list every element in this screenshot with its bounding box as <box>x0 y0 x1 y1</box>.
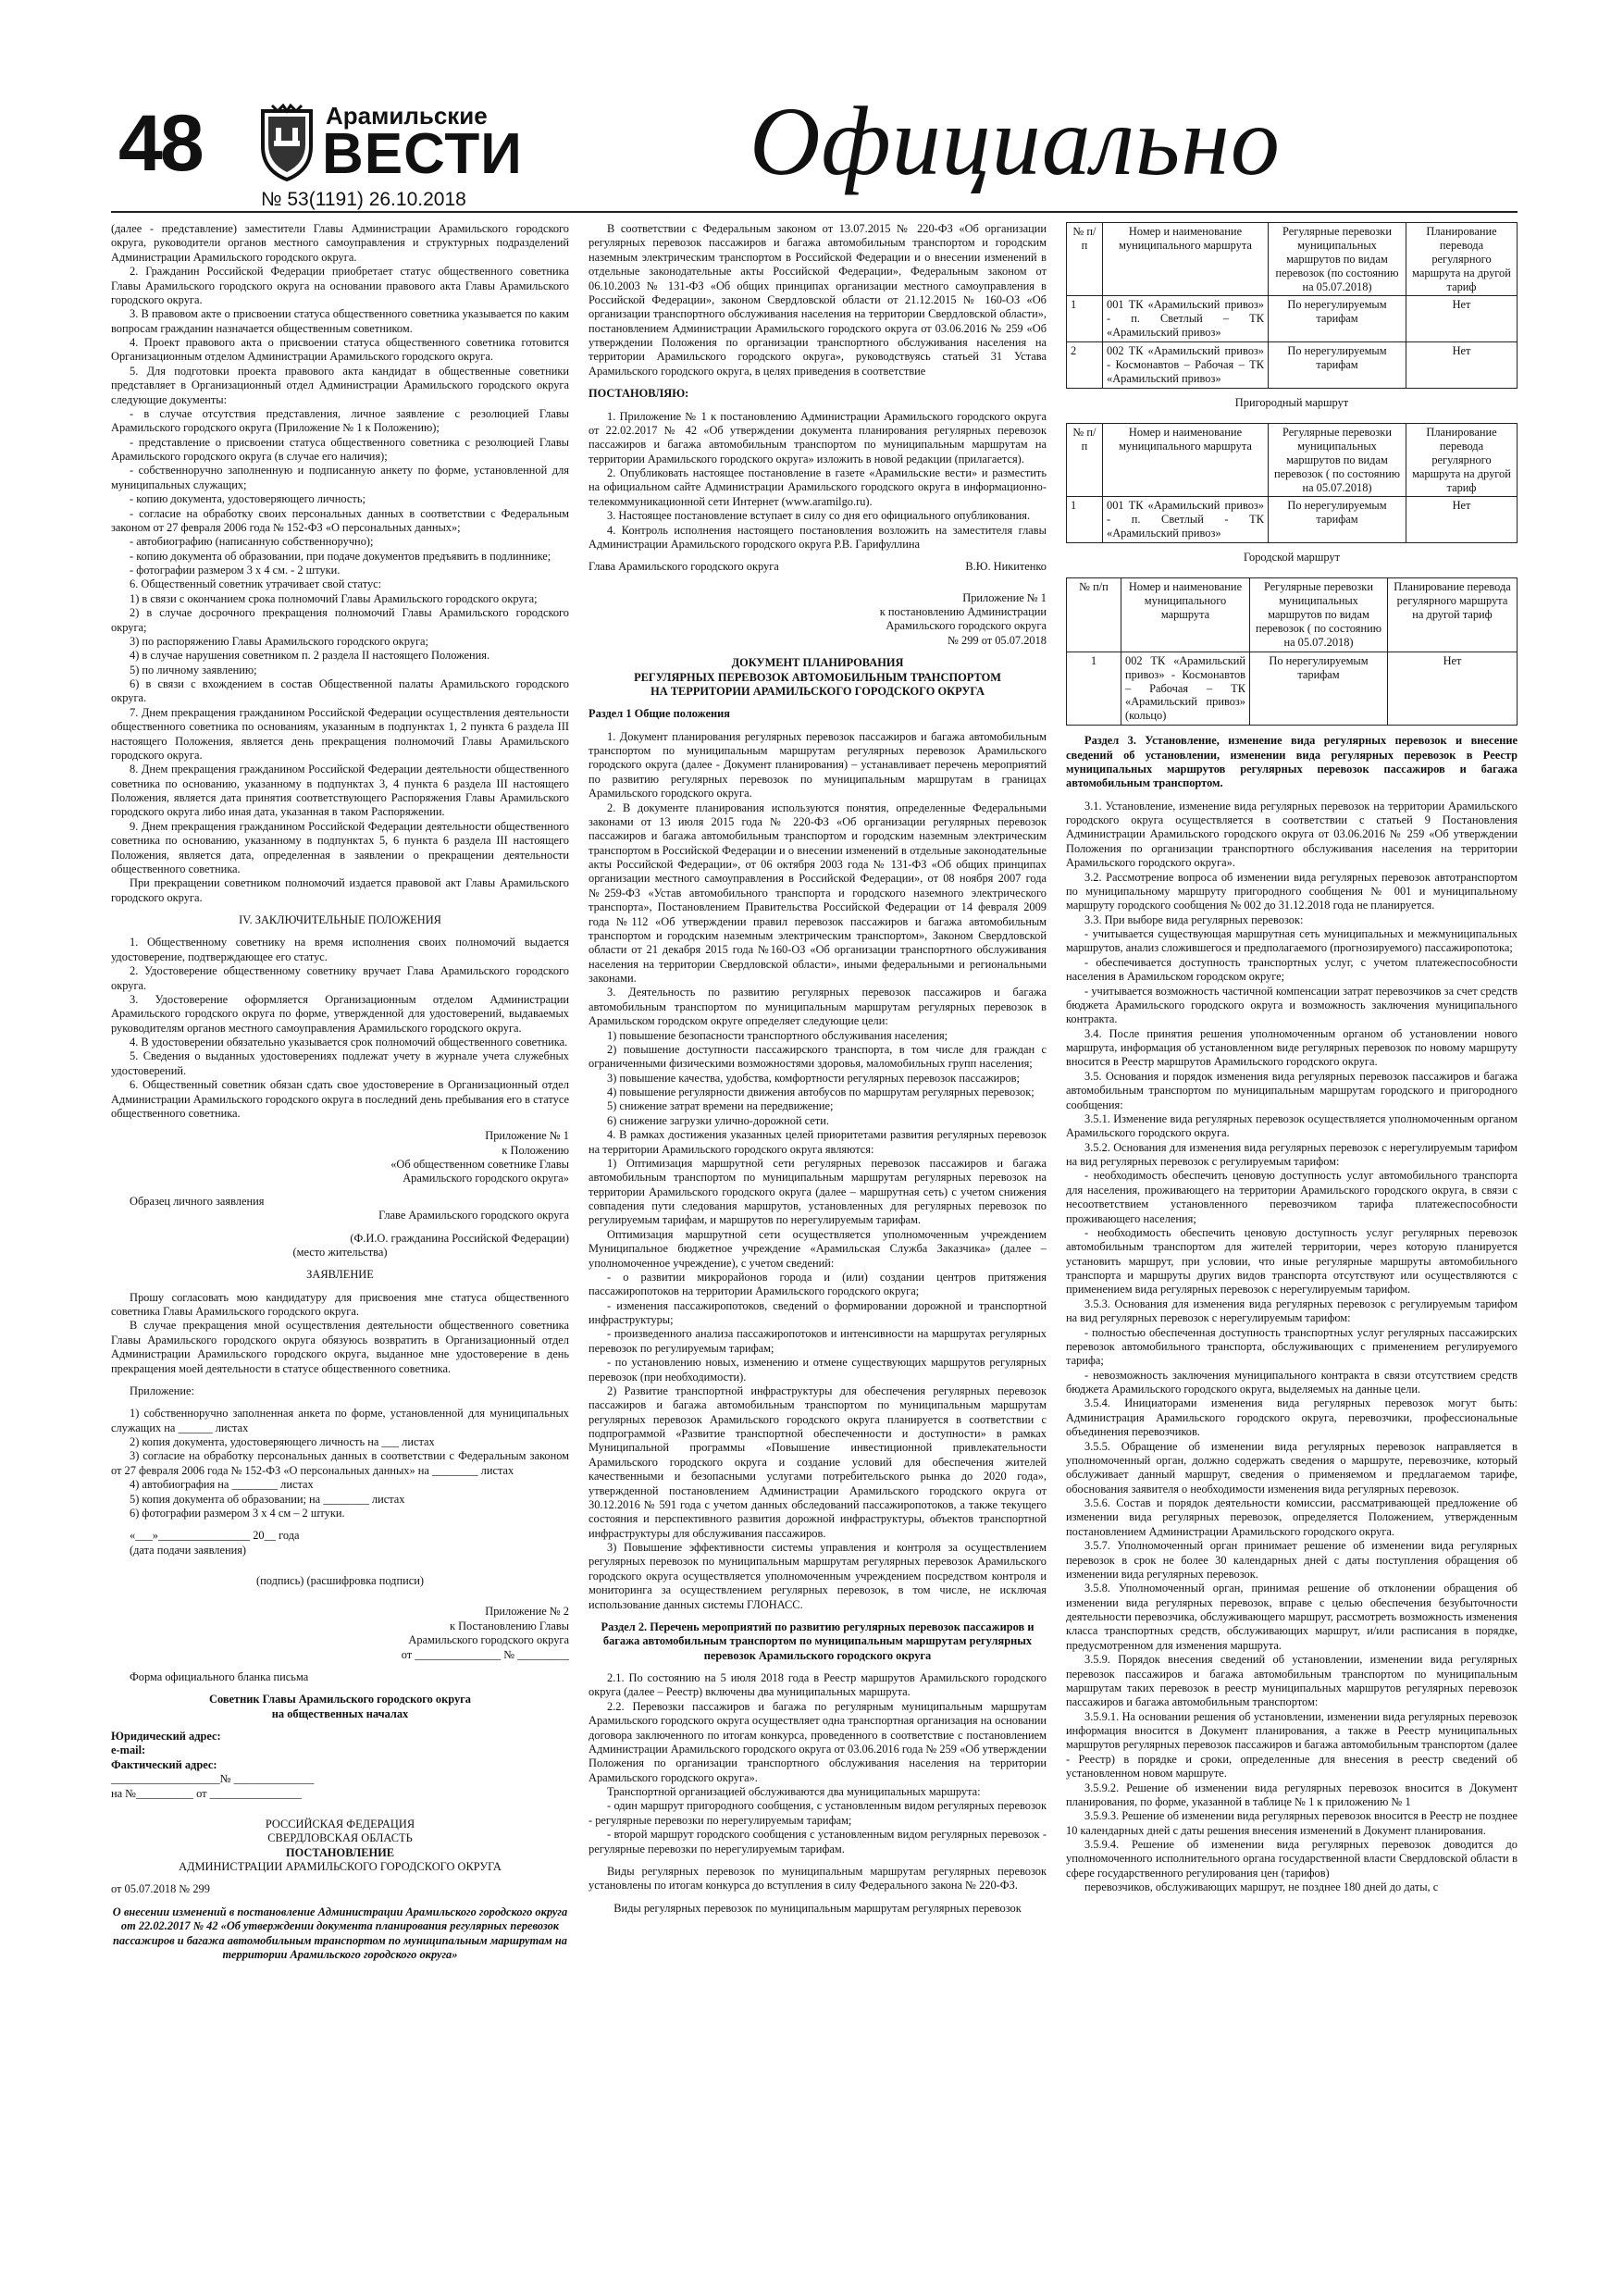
list-item: 6) фотографии размером 3 х 4 см – 2 штуки. <box>130 1506 345 1520</box>
paragraph: - второй маршрут городского сообщения с установленным видом регулярных перевозок - регулярные перевозки по нерегулируемым тарифам. <box>588 1828 1047 1855</box>
table-row <box>1067 296 1518 342</box>
paragraph: 8. Днем прекращения гражданином Российской Федерации деятельности общественного советника по основанию, указанному в подпунктах 3, 4 пункта 6 раздела III настоящего Положения, является дата принятия соответствующего Распоряжения Главы Арамильского городского округа либо иная дата, указанная в таком Распоряжении. <box>111 763 569 819</box>
paragraph: - копию документа об образовании, при подаче документов предъявить в подлиннике; <box>130 549 551 563</box>
paragraph: - по установлению новых, изменению и отмене существующих маршрутов регулярных перевозок (при необходимости). <box>588 1356 1047 1384</box>
paragraph: 4) в случае нарушения советником п. 2 раздела II настоящего Положения. <box>130 649 490 663</box>
table-row <box>1067 342 1518 389</box>
paragraph: 3.4. После принятия решения уполномоченным органом об установлении нового маршрута, информация об установленном виде регулярных перевозок по новому маршруту вносится в Реестр маршрутов Арамильского городского округа. <box>1066 1026 1518 1069</box>
column-header: № п/п <box>1067 424 1103 497</box>
table-cell: По нерегулируемым тарифам <box>1269 497 1406 543</box>
table-cell: 002 ТК «Арамильский привоз» - Космонавтов – Рабочая – ТК «Арамильский привоз» <box>1103 342 1269 389</box>
column-1 <box>111 222 569 1962</box>
table-cell: Нет <box>1406 296 1518 342</box>
issue-number: № 53(1191) 26.10.2018 <box>261 189 466 210</box>
paragraph: - один маршрут пригородного сообщения, с установленным видом регулярных перевозок - регулярные перевозки по нерегулируемым тарифам; <box>588 1799 1047 1827</box>
form-caption: (подпись) (расшифровка подписи) <box>255 1574 425 1587</box>
paragraph: 4. В удостоверении обязательно указывается срок полномочий общественного советника. <box>130 1036 568 1049</box>
table-cell: 1 <box>1067 497 1103 543</box>
paragraph: - обеспечивается доступность транспортных услуг, с учетом платежеспособности населения в Арамильском городском округе; <box>1066 955 1518 984</box>
signature-line <box>588 560 1047 574</box>
paragraph: 3.3. При выборе вида регулярных перевозок: <box>1084 912 1304 926</box>
paragraph: 3. Удостоверение оформляется Организационным отделом Администрации Арамильского городского округа по форме, утвержденной для удостоверений, выдаваемых руководителям органов местного самоуправления Арамильского городского округа. <box>111 992 569 1035</box>
paragraph: 3. Деятельность по развитию регулярных перевозок пассажиров и багажа автомобильным транспортом по муниципальным маршрутам регулярных перевозок в Арамильском городском округе определяет следующие цели: <box>588 986 1047 1028</box>
paragraph: - представление о присвоении статуса общественного советника с резолюцией Главы Арамильского городского округа (в случае его наличия); <box>111 435 569 463</box>
appendix-label: к Положению <box>502 1143 569 1157</box>
table-cell: По нерегулируемым тарифам <box>1250 652 1388 725</box>
decree-title: О внесении изменений в постановление Администрации Арамильского городского округа от 22.02.2017 № 42 «Об утверждении документа планирования регулярных перевозок пассажиров и багажа автомобильным транспортом по муниципальным маршрутам на территории Арамильского городского округа» <box>112 1905 568 1961</box>
appendix-label: Арамильского городского округа» <box>403 1172 569 1185</box>
paragraph: 3. Настоящее постановление вступает в силу со дня его официального опубликования. <box>607 509 1031 523</box>
header-rule <box>111 211 1518 213</box>
table-cell: Нет <box>1388 652 1518 725</box>
form-caption: Форма официального бланка письма <box>130 1669 309 1683</box>
paragraph: 3.5.5. Обращение об изменении вида регулярных перевозок направляется в уполномоченный орган, должно содержать сведения о маршруте, перевозчике, который обслуживает данный маршрут, сведения о применяемом и предлагаемом тарифе, обоснования заявителя о необходимости изменения вида регулярных перевозок. <box>1066 1439 1518 1496</box>
routes-table <box>1066 222 1518 389</box>
paragraph: - учитывается существующая маршрутная сеть муниципальных и межмуниципальных маршрутов, анализ сложившегося и предполагаемого (прогнозируемого) пассажиропотока; <box>1066 927 1518 955</box>
paragraph: 7. Днем прекращения гражданином Российской Федерации осуществления деятельности общественного советника по основаниям, указанным в подпунктах 1, 2 пункта 6 раздела III настоящего Положения, является день прекращения полномочий Главы Арамильского городского округа. <box>111 705 569 762</box>
paragraph: 3.5.4. Инициаторами изменения вида регулярных перевозок могут быть: Администрация Арамильского городского округа, перевозчики, профессиональные объединения перевозчиков. <box>1066 1396 1518 1439</box>
paragraph: 5) снижение затрат времени на передвижение; <box>607 1099 834 1113</box>
paragraph: В случае прекращения мной осуществления деятельности общественного советника Главы Арамильского городского округа обязуюсь возвратить в Организационный отдел Администрации Арамильского городского округа, выданное мне удостоверение в день прекращения моей деятельности в статусе общественного советника. <box>111 1319 569 1375</box>
statement-title: ЗАЯВЛЕНИЕ <box>306 1268 374 1282</box>
table-cell: 001 ТК «Арамильский привоз» - п. Светлый – ТК «Арамильский привоз» <box>1103 296 1269 342</box>
paragraph: 3) по распоряжению Главы Арамильского городского округа; <box>130 634 428 648</box>
paragraph: 6) снижение загрузки улично-дорожной сети. <box>607 1113 829 1127</box>
paragraph: 3.5. Основания и порядок изменения вида регулярных перевозок пассажиров и багажа автомобильным транспортом по муниципальным маршрутам городского и пригородного сообщения: <box>1066 1069 1518 1111</box>
paragraph: Прошу согласовать мою кандидатуру для присвоения мне статуса общественного советника Главы Арамильского городского округа. <box>111 1290 569 1318</box>
paragraph: - собственноручно заполненную и подписанную анкету по форме, установленной для муниципальных служащих; <box>111 464 569 491</box>
column-header: № п/п <box>1067 223 1103 296</box>
letterhead-title: на общественных началах <box>271 1706 409 1720</box>
paragraph: 1. Общественному советнику на время исполнения своих полномочий выдается удостоверение, подтверждающее его статус. <box>111 936 569 963</box>
appendix-label: Арамильского городского округа <box>886 619 1047 633</box>
paragraph: 2. Удостоверение общественному советнику вручает Глава Арамильского городского округа. <box>111 964 569 992</box>
paragraph: 3.5.9.2. Решение об изменении вида регулярных перевозок вносится в Документ планирования, по форме, указанной в таблице № 1 к приложению № 1 <box>1066 1781 1518 1808</box>
paragraph: 1. Приложение № 1 к постановлению Администрации Арамильского городского округа от 22.02.2017 № 42 «Об утверждении документа планирования регулярных перевозок пассажиров и багажа автомобильным транспортом по муниципальным маршрутам на территории Арамильского городского округа» изложить в новой редакции (прилагается). <box>588 409 1047 465</box>
paragraph: 2.1. По состоянию на 5 июля 2018 года в Реестр маршрутов Арамильского городского округа (далее – Реестр) включены два муниципальных маршрута. <box>588 1671 1047 1699</box>
paper-name-small: Арамильские <box>326 102 488 130</box>
paragraph: 3.5.7. Уполномоченный орган принимает решение об изменении вида регулярных перевозок в срок не более 30 календарных дней с даты поступления обращения об изменении вида регулярных перевозок. <box>1066 1539 1518 1581</box>
paragraph: - фотографии размером 3 х 4 см. - 2 штуки. <box>130 564 341 577</box>
paragraph: 4. Контроль исполнения настоящего постановления возложить на заместителя главы Администрации Арамильского городского округа Р.В. Гарифуллина <box>588 523 1047 551</box>
appendix-label: Арамильского городского округа <box>408 1633 569 1647</box>
resolve-heading: ПОСТАНОВЛЯЮ: <box>588 387 689 401</box>
appendix-label: Приложение № 2 <box>485 1605 569 1619</box>
paragraph: 3.5.9.4. Решение об изменении вида регулярных перевозок доводится до уполномоченного исполнительного органа государственной власти Свердловской области в сфере государственного регулирования цен (тарифов) <box>1066 1838 1518 1880</box>
paragraph: 1) Оптимизация маршрутной сети регулярных перевозок пассажиров и багажа автомобильным транспортом по муниципальным маршрутам регулярных перевозок на территории Арамильского городского округа (далее – маршрутная сеть) с учетом снижения совпадения пути следования маршрутов, установленных для регулярных перевозок по регулируемым тарифам, и маршрутов по нерегулируемым тарифам. <box>588 1156 1047 1227</box>
column-header: Номер и наименование муниципального маршрута <box>1121 578 1250 652</box>
section-heading: Раздел 2. Перечень мероприятий по развитию регулярных перевозок пассажиров и багажа автомобильным транспортом по муниципальным маршрутам регулярных перевозок Арамильского городского округа <box>601 1620 1035 1662</box>
column-header: Планирование перевода регулярного маршрута на другой тариф <box>1406 424 1518 497</box>
paragraph: 3.1. Установление, изменение вида регулярных перевозок на территории Арамильского городского округа осуществляется в соответствии с статьей 9 Постановления Администрации Арамильского городского округа от 03.06.2016 № 259 «Об утверждении Положения по организации транспортного обслуживания населения на территории Арамильского городского округа». <box>1066 799 1518 870</box>
list-item: 5) копия документа об образовании; на ________ листах <box>130 1492 405 1506</box>
paragraph: - изменения пассажиропотоков, сведений о формировании дорожной и транспортной инфраструктуры; <box>588 1298 1047 1326</box>
paragraph: 4) повышение регулярности движения автобусов по маршрутам регулярных перевозок; <box>607 1086 1035 1098</box>
letter-reference-line: на №__________ от ________________ <box>111 1786 302 1800</box>
coat-of-arms-icon <box>257 104 316 181</box>
paragraph: 2. Гражданин Российской Федерации приобретает статус общественного советника Главы Арамильского городского округа на основании правового акта Главы Арамильского городского округа. <box>111 265 569 306</box>
paragraph: 3.2. Рассмотрение вопроса об изменении вида регулярных перевозок автотранспортом по муниципальному маршруту пригородного сообщения № 001 и муниципальному маршруту городского сообщения № 002 до 31.12.2018 года не планируется. <box>1066 870 1518 912</box>
paragraph: 2) повышение доступности пассажирского транспорта, в том числе для граждан с ограниченными физическими возможностями здоровья, маломобильных групп населения; <box>588 1042 1047 1071</box>
list-item: 1) собственноручно заполненная анкета по форме, установленной для муниципальных служащих на ______ листах <box>111 1407 569 1434</box>
column-header: Планирование перевода регулярного маршрута на другой тариф <box>1406 223 1518 296</box>
table-row <box>1067 497 1518 543</box>
paragraph: 3) Повышение эффективности системы управления и контроля за осуществлением регулярных перевозок по муниципальным маршрутам регулярных перевозок Арамильского городского округа осуществляется уполномоченным учреждением посредством контроля и мониторинга за осуществлением регулярных перевозок, в том числе, не исключая использование данных системы ГЛОНАСС. <box>588 1541 1047 1611</box>
appendix-label: Приложение № 1 <box>485 1129 569 1143</box>
paragraph: 3.5.2. Основания для изменения вида регулярных перевозок с нерегулируемым тарифом на вид регулярных перевозок с регулируемым тарифом: <box>1066 1140 1518 1168</box>
paragraph: 6. Общественный советник утрачивает свой статус: <box>130 577 382 591</box>
paragraph: 5. Сведения о выданных удостоверениях подлежат учету в журнале учета служебных удостоверений. <box>111 1049 569 1077</box>
paragraph: 3.5.6. Состав и порядок деятельности комиссии, рассматривающей предложение об изменении вида регулярных перевозок, определяется Положением, утвержденным постановлением Администрации Арамильского городского округа. <box>1066 1496 1518 1538</box>
table-header-row <box>1067 223 1518 296</box>
suburban-route-table <box>1066 423 1518 543</box>
table-cell: По нерегулируемым тарифам <box>1269 296 1406 342</box>
actual-address-label: Фактический адрес: <box>111 1757 217 1771</box>
document-title: РЕГУЛЯРНЫХ ПЕРЕВОЗОК АВТОМОБИЛЬНЫМ ТРАНСПОРТОМ <box>634 670 1001 684</box>
column-header: Регулярные перевозки муниципальных маршрутов по видам перевозок ( по состоянию на 05.07.2018) <box>1269 424 1406 497</box>
section-heading: Раздел 1 Общие положения <box>588 707 730 721</box>
masthead <box>111 87 1518 211</box>
paragraph: 3.5.9.3. Решение об изменении вида регулярных перевозок вносится в Реестр не позднее 10 календарных дней с даты решения внесения изменений в Документ планирования. <box>1066 1809 1518 1837</box>
paragraph: - о развитии микрорайонов города и (или) создании центров притяжения пассажиропотоков на территории Арамильского городского округа; <box>588 1270 1047 1298</box>
paragraph: Оптимизация маршрутной сети осуществляется уполномоченным учреждением Муниципальное бюджетное учреждение «Арамильская Служба Заказчика» (далее – уполномоченное учреждение), с учетом сведений: <box>588 1227 1047 1270</box>
table-cell: Нет <box>1406 497 1518 543</box>
table-caption: Городской маршрут <box>1243 551 1341 564</box>
column-header: Номер и наименование муниципального маршрута <box>1103 424 1269 497</box>
appendix-label: «Об общественном советнике Главы <box>390 1158 569 1171</box>
column-header: Регулярные перевозки муниципальных маршрутов по видам перевозок ( по состоянию на 05.07.2018) <box>1250 578 1388 652</box>
date-line: «___»________________ 20__ года <box>130 1529 300 1543</box>
paragraph: - учитывается возможность частичной компенсации затрат перевозчиков за счет средств бюджета Арамильского городского округа и возможность заключения муниципального контракта. <box>1066 984 1518 1026</box>
email-label: e-mail: <box>111 1744 146 1757</box>
paragraph: Виды регулярных перевозок по муниципальным маршрутам регулярных перевозок <box>613 1901 1022 1915</box>
section-heading: Раздел 3. Установление, изменение вида регулярных перевозок и внесение сведений об установлении, изменении вида регулярных перевозок в Реестр муниципальных маршрутов регулярных перевозок пассажиров и багажа автомобильным транспортом. <box>1066 734 1518 790</box>
appendix-label: к Постановлению Главы <box>449 1619 569 1632</box>
paragraph: 2. В документе планирования используются понятия, определенные Федеральными законами от 13 июля 2015 года № 220-ФЗ «Об организации регулярных перевозок пассажиров и багажа автомобильным транспортом и городским наземным электрическим транспортом в Российской Федерации и о внесении изменений в отдельные законодательные акты Российской Федерации», от 06 октября 2003 года № 131-ФЗ «Об общих принципах организации местного самоуправления в Российской Федерации», от 08 ноября 2007 года №259-ФЗ «Устав автомобильного транспорта и городского наземного электрического транспорта», Постановлением Правительства Российской Федерации от 14 февраля 2009 года №112 «Об утверждении правил перевозок пассажиров и багажа автомобильным транспортом и городским наземным электрическим транспортом», Законом Свердловской области от 21 декабря 2015 года №160-ОЗ «Об организации транспортного обслуживания населения на территории Свердловской области», иными федеральными и региональными законами. <box>588 800 1047 985</box>
paragraph: 1) повышение безопасности транспортного обслуживания населения; <box>607 1028 948 1042</box>
page-number: 48 <box>118 99 202 188</box>
paragraph: 4. В рамках достижения указанных целей приоритетами развития регулярных перевозок на территории Арамильского городского округа являются: <box>588 1128 1047 1156</box>
section-heading: IV. ЗАКЛЮЧИТЕЛЬНЫЕ ПОЛОЖЕНИЯ <box>239 913 441 926</box>
paragraph: 3.5.1. Изменение вида регулярных перевозок осуществляется уполномоченным органом Арамильского городского округа. <box>1066 1111 1518 1140</box>
paragraph: - автобиографию (написанную собственноручно); <box>130 535 374 549</box>
paragraph: - необходимость обеспечить ценовую доступность услуг регулярных перевозок автомобильным транспортом для жителей территории, через которую планируется установить маршрут, при условии, что иные регулярные маршруты автомобильного транспорта и маршруты других видов транспорта отсутствуют или осуществляются с применением вида регулярных перевозок с нерегулируемым тарифом. <box>1066 1225 1518 1297</box>
paragraph: 2. Опубликовать настоящее постановление в газете «Арамильские вести» и разместить на официальном сайте Администрации Арамильского городского округа в информационно-телекоммуникационной сети Интернет (www.aramilgo.ru). <box>588 466 1047 508</box>
signatory-name: В.Ю. Никитенко <box>965 560 1047 574</box>
table-cell: 1 <box>1067 296 1103 342</box>
form-caption: (дата подачи заявления) <box>130 1543 247 1557</box>
paragraph: - в случае отсутствия представления, личное заявление с резолюцией Главы Арамильского городского округа (Приложение № 1 к Положению); <box>111 406 569 435</box>
form-caption: (место жительства) <box>292 1245 388 1259</box>
signatory-title: Глава Арамильского городского округа <box>588 560 779 574</box>
paragraph: 6) в связи с вхождением в состав Общественной палаты Арамильского городского округа. <box>111 677 569 705</box>
paragraph: Виды регулярных перевозок по муниципальным маршрутам регулярных перевозок установлены по итогам конкурса до вступления в силу Федерального закона № 220-ФЗ. <box>588 1864 1047 1893</box>
form-caption: Образец личного заявления <box>130 1194 265 1208</box>
legal-address-label: Юридический адрес: <box>111 1730 221 1743</box>
paragraph: 2) Развитие транспортной инфраструктуры для обеспечения регулярных перевозок пассажиров и багажа автомобильным транспортом по муниципальным маршрутам регулярных перевозок Арамильского городского округа планируется в соответствии с подпрограммой «Развитие транспортной обеспеченности и доступности» в рамках Муниципальной программы «Повышение инвестиционной привлекательности Арамильского городского округа и создание условий для обеспечения жителей качественными и безопасными услугами потребительского рынка до 2020 года», утвержденной постановлением Администрации Арамильского городского округа от 30.12.2016 № 591 года с учетом данных обследований пассажиропотоков, а также текущего состояния и перспективного развития дорожной инфраструктуры, объектов транспортной инфраструктуры для обслуживания пассажиров. <box>588 1384 1047 1540</box>
table-cell: 002 ТК «Арамильский привоз» - Космонавтов – Рабочая – ТК «Арамильский привоз» (кольцо) <box>1121 652 1250 725</box>
column-3 <box>1066 222 1518 1895</box>
paragraph: 1. Документ планирования регулярных перевозок пассажиров и багажа автомобильным транспортом по муниципальным маршрутам регулярных перевозок Арамильского городского округа (далее - Документ планирования) – устанавливает перечень мероприятий по развитию регулярных перевозок по муниципальным маршрутам в границах Арамильского городского округа. <box>588 729 1047 800</box>
table-cell: Нет <box>1406 342 1518 389</box>
table-cell: 1 <box>1067 652 1121 725</box>
decree-header: РОССИЙСКАЯ ФЕДЕРАЦИЯ <box>265 1817 415 1831</box>
paragraph: 3.5.8. Уполномоченный орган, принимая решение об отклонении обращения об изменении вида регулярных перевозок, вправе с целью обеспечения безубыточности деятельности перевозчика, обслуживающего маршрут, рассмотреть возможность изменения класса транспортных средств, обслуживающих маршрут, и/или расписания в порядке, предусмотренном для изменения маршрута. <box>1066 1582 1518 1652</box>
paragraph: 3) повышение качества, удобства, комфортности регулярных перевозок пассажиров; <box>607 1071 1020 1085</box>
paragraph: (далее - представление) заместители Главы Администрации Арамильского городского округа, руководители органов местного самоуправления и структурных подразделений Администрации Арамильского городского округа. <box>111 222 569 264</box>
decree-date: от 05.07.2018 № 299 <box>111 1882 210 1896</box>
paragraph: - согласие на обработку своих персональных данных в соответствии с Федеральным законом от 27 февраля 2006 года № 152-ФЗ «О персональных данных»; <box>111 506 569 534</box>
addressee: Главе Арамильского городского округа <box>378 1209 569 1222</box>
column-header: Номер и наименование муниципального маршрута <box>1103 223 1269 296</box>
decree-header: АДМИНИСТРАЦИИ АРАМИЛЬСКОГО ГОРОДСКОГО ОКРУГА <box>179 1860 502 1873</box>
paragraph: - копию документа, удостоверяющего личность; <box>130 492 365 506</box>
paragraph: Транспортной организацией обслуживаются два муниципальных маршрута: <box>607 1785 981 1798</box>
paragraph: 5. Для подготовки проекта правового акта кандидат в общественные советники представляет в Организационный отдел Администрации Арамильского городского округа следующие документы: <box>111 364 569 406</box>
paragraph: 1) в связи с окончанием срока полномочий Главы Арамильского городского округа; <box>130 591 538 605</box>
decree-header: ПОСТАНОВЛЕНИЕ <box>285 1845 395 1859</box>
table-row <box>1067 652 1518 725</box>
section-title: Официально <box>750 87 1281 195</box>
paragraph: При прекращении советником полномочий издается правовой акт Главы Арамильского городского округа. <box>111 876 569 904</box>
paragraph: 6. Общественный советник обязан сдать свое удостоверение в Организационный отдел Администрации Арамильского городского округа в последний день пребывания его в статусе общественного советника. <box>111 1078 569 1120</box>
table-header-row <box>1067 578 1518 652</box>
letter-number-line: ___________________№ ______________ <box>111 1772 315 1786</box>
paragraph: В соответствии с Федеральным законом от 13.07.2015 № 220-ФЗ «Об организации регулярных перевозок пассажиров и багажа автомобильным транспортом и городским наземным электрическим транспортом в Российской Федерации и о внесении изменений в отдельные законодательные акты Российской Федерации», Федеральным законом от 06.10.2003 № 131-ФЗ «Об общих принципах организации местного самоуправления в Российской Федерации», законом Свердловской области от 21.12.2015 № 160-ОЗ «Об организации транспортного обслуживания населения на территории Свердловской области», постановлением Администрации Арамильского городского округа от 03.06.2016 № 259 «Об утверждении Положения по организации транспортного обслуживания населения на территории Арамильского городского округа», руководствуясь статьей 31 Устава Арамильского городского округа, в целях приведения в соответствие <box>588 222 1047 378</box>
paper-name: ВЕСТИ <box>322 122 523 186</box>
decree-header: СВЕРДЛОВСКАЯ ОБЛАСТЬ <box>267 1831 413 1845</box>
column-header: № п/п <box>1067 578 1121 652</box>
document-title: ДОКУМЕНТ ПЛАНИРОВАНИЯ <box>731 656 904 670</box>
paragraph: 3.5.9. Порядок внесения сведений об установлении, изменении вида регулярных перевозок пассажиров и багажа автомобильным транспортом по муниципальным маршрутам таких перевозок в реестр муниципальных маршрутов регулярных перевозок пассажиров и багажа автомобильным транспортом: <box>1066 1653 1518 1709</box>
appendix-label: от _______________ № _________ <box>401 1647 569 1661</box>
paragraph: 3. В правовом акте о присвоении статуса общественного советника указывается по каким вопросам гражданин назначается общественным советником. <box>111 307 569 335</box>
appendix-label: № 299 от 05.07.2018 <box>948 633 1047 647</box>
paragraph: - полностью обеспеченная доступность транспортных услуг регулярных пассажирских перевозок автомобильного транспорта, обслуживающих с применением регулируемого тарифа; <box>1066 1325 1518 1368</box>
paragraph: - произведенного анализа пассажиропотоков и интенсивности на маршрутах регулярных перевозок по регулируемым тарифам; <box>588 1327 1047 1355</box>
list-item: 4) автобиография на ________ листах <box>130 1478 314 1492</box>
table-cell: По нерегулируемым тарифам <box>1269 342 1406 389</box>
appendix-label: к постановлению Администрации <box>879 605 1047 618</box>
form-caption: (Ф.И.О. гражданина Российской Федерации) <box>350 1231 569 1245</box>
city-route-table <box>1066 577 1518 726</box>
list-item: 3) согласие на обработку персональных данных в соответствии с Федеральным законом от 27 февраля 2006 года № 152-ФЗ «О персональных данных» на ________ листах <box>111 1449 569 1477</box>
list-item: 2) копия документа, удостоверяющего личность на ___ листах <box>130 1435 435 1448</box>
column-header: Регулярные перевозки муниципальных маршрутов по видам перевозок (по состоянию на 05.07.2018) <box>1269 223 1406 296</box>
table-cell: 001 ТК «Арамильский привоз» - п. Светлый - ТК «Арамильский привоз» <box>1103 497 1269 543</box>
paragraph: 5) по личному заявлению; <box>130 663 257 676</box>
paragraph: Приложение: <box>130 1384 194 1397</box>
table-header-row <box>1067 424 1518 497</box>
column-header: Планирование перевода регулярного маршрута на другой тариф <box>1388 578 1518 652</box>
paragraph: 2) в случае досрочного прекращения полномочий Главы Арамильского городского округа; <box>111 606 569 634</box>
table-cell: 2 <box>1067 342 1103 389</box>
appendix-label: Приложение № 1 <box>962 590 1047 604</box>
paragraph: 4. Проект правового акта о присвоении статуса общественного советника готовится Организационным отделом Администрации Арамильского городского округа. <box>111 336 569 364</box>
column-2 <box>588 222 1047 1916</box>
paragraph: - необходимость обеспечить ценовую доступность услуг автомобильного транспорта для населения, проживающего на территории Арамильского городского округа, в связи с несоответствием установленного перевозчиком тарифа платежеспособности проживающего населения; <box>1066 1169 1518 1225</box>
paragraph: перевозчиков, обслуживающих маршрут, не позднее 180 дней до даты, с <box>1084 1880 1439 1894</box>
paragraph: - невозможность заключения муниципального контракта в связи отсутствием средств бюджета Арамильского городского округа, выделяемых на данные цели. <box>1066 1368 1518 1396</box>
paragraph: 9. Днем прекращения гражданином Российской Федерации деятельности общественного советника по основанию, указанному в подпунктах 5, 6 пункта 6 раздела III настоящего Положения, является дата, определенная в заявлении о прекращении деятельности общественного советника. <box>111 819 569 875</box>
paragraph: 3.5.3. Основания для изменения вида регулярных перевозок с регулируемым тарифом на вид регулярных перевозок с нерегулируемым тарифом: <box>1066 1297 1518 1325</box>
paragraph: 3.5.9.1. На основании решения об установлении, изменении вида регулярных перевозок информация вносится в Документ планирования, а также в Реестр муниципальных маршрутов регулярных перевозок пассажиров и багажа автомобильным транспортом (далее - Реестр) в порядке и сроки, определенные для внесения в реестр сведений об установленном новом маршруте. <box>1066 1709 1518 1781</box>
paragraph: 2.2. Перевозки пассажиров и багажа по регулярным муниципальным маршрутам Арамильского городского округа осуществляет одна транспортная организация на основании договора заключенного по итогам конкурса, проведенного в соответствие с постановлением Администрации Арамильского городского округа от 03.06.2016 года № 259 «Об утверждении Положения по организации транспортного обслуживания населения на территории Арамильского городского округа». <box>588 1699 1047 1784</box>
document-title: НА ТЕРРИТОРИИ АРАМИЛЬСКОГО ГОРОДСКОГО ОКРУГА <box>650 684 985 698</box>
letterhead-title: Советник Главы Арамильского городского округа <box>209 1693 471 1706</box>
table-caption: Пригородный маршрут <box>1234 395 1349 409</box>
